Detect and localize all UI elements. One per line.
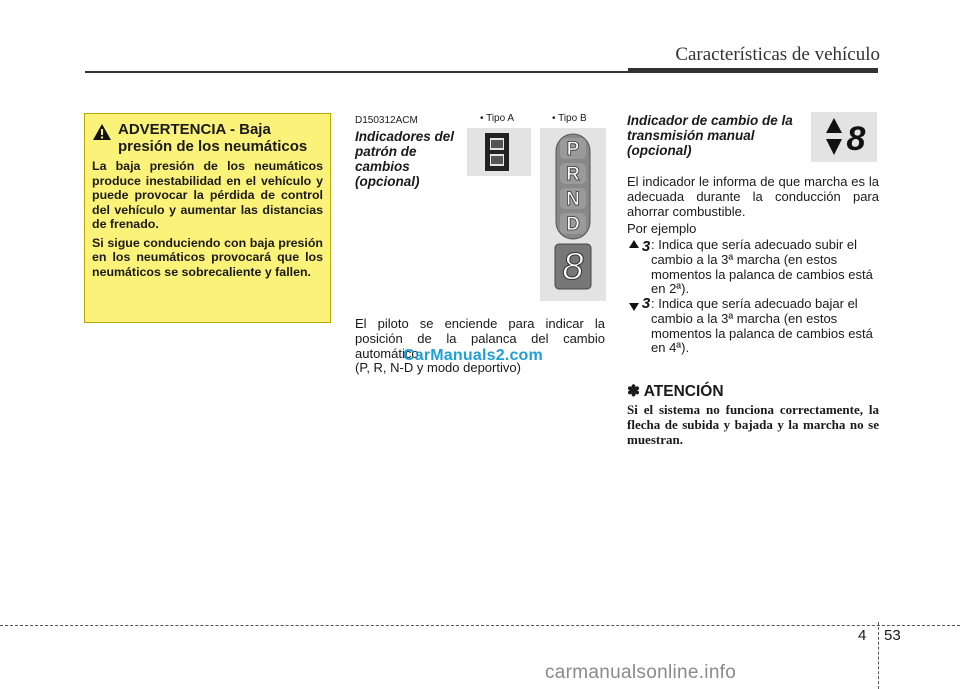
- shift-digit: 8: [846, 120, 866, 158]
- shift-down-item: [627, 297, 879, 357]
- gear-letter-d: D: [566, 214, 580, 235]
- shift-arrows-icon: [811, 112, 877, 162]
- shift-up-text: : Indica que sería adecuado subir el cambio a la 3ª marcha (en estos momentos la palanca de cambios está en 2ª).: [651, 237, 873, 297]
- shift-down-digit: 3: [641, 297, 651, 312]
- section-title: Características de vehículo: [675, 44, 880, 65]
- shift-up-item: [627, 238, 879, 298]
- attention-title: ✽ ATENCIÓN: [627, 383, 724, 400]
- warning-box: [84, 113, 331, 323]
- gear-letter-p: P: [566, 139, 580, 160]
- gear-letter-n: N: [566, 189, 580, 210]
- attention-text: Si el sistema no funciona correctamente, la flecha de subida y bajada y la marcha no se muestran.: [627, 402, 879, 447]
- manual-indicator-title: Indicador de cambio de la transmisión manual (opcional): [627, 113, 793, 158]
- type-a-indicator: [467, 128, 531, 176]
- pattern-indicator-icon: [467, 128, 531, 176]
- gear-digit: 8: [562, 246, 584, 288]
- footer-rule: [0, 625, 960, 626]
- warning-title-line2: presión de los neumáticos: [118, 138, 308, 155]
- subsection-title: Indicadores del patrón de cambios (opcional): [355, 129, 455, 189]
- section-code: D150312ACM: [355, 115, 418, 126]
- gear-letter-r: R: [566, 164, 580, 185]
- type-a-label: • Tipo A: [480, 113, 515, 124]
- manual-indicator-paragraph: El indicador le informa de que marcha es la adecuada durante la conducción para ahorrar combustible.: [627, 174, 879, 219]
- shift-down-text: : Indica que sería adecuado bajar el cambio a la 3ª marcha (en estos momentos la palanca de cambios está en 4ª).: [651, 296, 873, 356]
- footer-site-watermark: carmanualsonline.info: [545, 662, 737, 683]
- gear-position-display: [540, 128, 606, 301]
- warning-paragraph-2: Si sigue conduciendo con baja presión en los neumáticos provocará que los neumáticos se sobrecaliente y fallen.: [92, 235, 323, 279]
- col2-paragraph: El piloto se enciende para indicar la posición de la palanca del cambio automático.: [355, 316, 605, 361]
- type-b-label: • Tipo B: [552, 113, 587, 124]
- footer-divider: [878, 622, 879, 689]
- header-rule: [85, 71, 630, 73]
- example-label: Por ejemplo: [627, 221, 697, 236]
- watermark: CarManuals2.com: [403, 347, 543, 364]
- header-rule-bold: [628, 68, 878, 73]
- shift-indicator-image: [811, 112, 877, 162]
- page-number: 53: [884, 627, 901, 644]
- warning-triangle-icon: [92, 123, 118, 146]
- type-b-indicator: [540, 128, 606, 301]
- shift-up-digit: 3: [641, 238, 651, 254]
- col2-modes: (P, R, N-D y modo deportivo): [355, 360, 521, 376]
- section-number: 4: [858, 627, 867, 644]
- warning-title-line1: ADVERTENCIA - Baja: [118, 121, 271, 138]
- warning-title: [118, 121, 307, 155]
- warning-paragraph-1: La baja presión de los neumáticos produce inestabilidad en el vehículo y puede provocar la pérdida de control del vehículo y aumentar las distancias de frenado.: [92, 159, 323, 231]
